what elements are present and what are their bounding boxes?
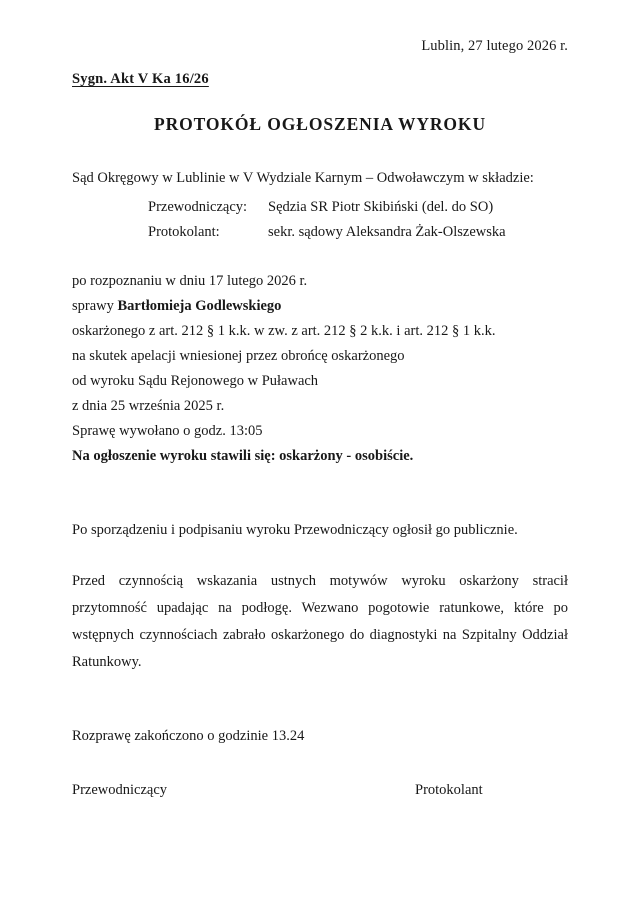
appeal-line: na skutek apelacji wniesionej przez obrońcę oskarżonego	[72, 348, 405, 364]
announcement-paragraph: Po sporządzeniu i podpisaniu wyroku Przewodniczący ogłosił go publicznie.	[72, 522, 518, 538]
hearing-date-line: po rozpoznaniu w dniu 17 lutego 2026 r.	[72, 273, 308, 289]
call-time-line: Sprawę wywołano o godz. 13:05	[72, 423, 263, 439]
signature-block	[72, 778, 568, 803]
panel-row-recorder	[148, 220, 568, 245]
defendant-name: Bartłomieja Godlewskiego	[117, 298, 282, 314]
charges-line: oskarżonego z art. 212 § 1 k.k. w zw. z art. 212 § 2 k.k. i art. 212 § 1 k.k.	[72, 323, 496, 339]
incident-paragraph: Przed czynnością wskazania ustnych motywów wyroku oskarżony stracił przytomność upadając na podłogę. Wezwano pogotowie ratunkowe, które po wstępnych czynnościach zabrało oskarżonego do diagnostyki na Szpitalny Oddział Ratunkowy.	[72, 573, 568, 670]
court-panel	[72, 195, 568, 245]
defendant-prefix: sprawy	[72, 298, 118, 314]
attendance-line: Na ogłoszenie wyroku stawili się: oskarżony - osobiście.	[72, 448, 414, 464]
panel-role-label: Przewodniczący:	[148, 199, 248, 215]
closing-line: Rozprawę zakończono o godzinie 13.24	[72, 728, 305, 744]
page-title: PROTOKÓŁ OGŁOSZENIA WYROKU	[154, 114, 486, 134]
case-description-block	[72, 269, 568, 469]
lower-court-line: od wyroku Sądu Rejonowego w Puławach	[72, 373, 319, 389]
panel-row-presiding	[148, 195, 568, 220]
defendant-line	[72, 294, 568, 319]
case-signature: Sygn. Akt V Ka 16/26	[72, 71, 209, 87]
signature-presiding-label: Przewodniczący	[72, 782, 168, 798]
panel-person-name: Sędzia SR Piotr Skibiński (del. do SO)	[268, 199, 494, 215]
document-content	[72, 0, 568, 803]
panel-role-label: Protokolant:	[148, 224, 220, 240]
signature-recorder-label: Protokolant	[415, 782, 483, 798]
panel-person-name: sekr. sądowy Aleksandra Żak-Olszewska	[268, 224, 506, 240]
court-composition-intro: Sąd Okręgowy w Lublinie w V Wydziale Karnym – Odwoławczym w składzie:	[72, 170, 534, 186]
lower-court-date-line: z dnia 25 września 2025 r.	[72, 398, 225, 414]
place-and-date: Lublin, 27 lutego 2026 r.	[421, 38, 568, 54]
